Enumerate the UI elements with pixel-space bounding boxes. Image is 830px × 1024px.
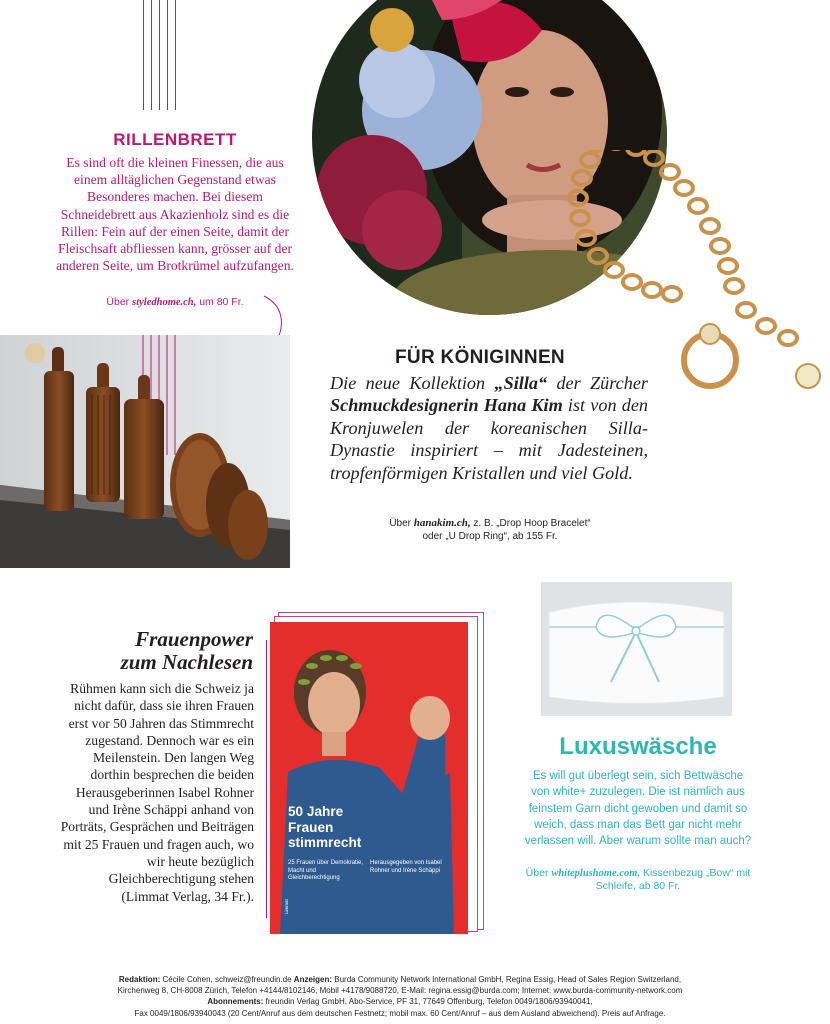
frauenpower-title: Frauenpower zum Nachlesen — [120, 627, 253, 674]
luxuswaesche-body: Es will gut überlegt sein, sich Bettwäsche von white+ zuzulegen. Die ist nämlich aus feinstem Garn dicht gewoben und damit so weich, dass man das Bett gar nicht mehr verlassen will. Aber warum sollte man auch? — [524, 770, 752, 848]
imprint-footer: Redaktion: Cécile Cohen, schweiz@freundin.de Anzeigen: Burda Community Network International GmbH, Regina Essig, Head of Sales Region Switzerland, Kirchenweg 8, CH-8008 Zürich, Telefon +4144/8102146, Mobil +4178/9088720, E-Mail: regina.essig@burda.com; Internet: www.burda-community-network.com Abonnements: freundin Verlag GmbH, Abo-Service, PF 31, 77649 Offenburg, Telefon 0049/1806/93940041, Fax 0049/1806/93940043 (20 Cent/Anruf aus dem deutschen Festnetz; mobil max. 60 Cent/Anruf – aus dem Ausland abweichend). Preis auf Anfrage. — [117, 975, 683, 1018]
luxuswaesche-shop-link[interactable]: whiteplushome.com, — [551, 868, 641, 879]
book-title: 50 Jahre Frauen stimmrecht — [288, 804, 362, 850]
luxuswaesche-source: Über whiteplushome.com, Kissenbezug „Bow“ mit Schleife, ab 80 Fr. — [525, 867, 751, 892]
book-editors: Herausgegeben von Isabel Rohner und Irène Schäppi — [370, 860, 442, 874]
book-subtitle: 25 Frauen über Demokratie, Macht und Gleichberechtigung — [288, 860, 364, 881]
rillenbrett-source: Über styledhome.ch, um 80 Fr. — [106, 296, 244, 308]
koeniginnen-body: Die neue Kollektion „Silla“ der Zürcher Schmuckdesignerin Hana Kim ist von den Kronjuwelen der koreanischen Silla-Dynastie inspiriert – mit Jadesteinen, tropfenförmigen Kristallen und viel Gold. — [330, 373, 648, 483]
divider-line — [266, 640, 267, 918]
koeniginnen-source: Über hanakim.ch, z. B. „Drop Hoop Bracelet“ oder „U Drop Ring“, ab 155 Fr. — [389, 517, 591, 542]
rillenbrett-body: Es sind oft die kleinen Finessen, die aus einem alltäglichen Gegenstand etwas Besonderes machen. Bei diesem Schneidebrett aus Akazienholz sind es die Rillen: Fein auf der einen Seite, damit der Fleischsaft abfliessen kann, grösser auf der anderen Seite, um Brotkrümel aufzufangen. — [56, 155, 294, 274]
book-publisher: Limmat — [284, 899, 289, 914]
luxuswaesche-title: Luxuswäsche — [559, 733, 717, 760]
koeniginnen-shop-link[interactable]: hanakim.ch, — [413, 517, 471, 529]
rillenbrett-shop-link[interactable]: styledhome.ch, — [132, 297, 197, 308]
cutting-boards-photo — [0, 335, 290, 568]
frauenpower-body: Rühmen kann sich die Schweiz ja nicht dafür, dass sie ihren Frauen erst vor 50 Jahren das Stimmrecht zugestand. Dennoch war es ein Meilenstein. Den langen Weg dorthin besprechen die beiden Herausgeberinnen Isabel Rohner und Irène Schäppi anhand von Porträts, Gesprächen und Beiträgen mit 25 Frauen und fragen auch, wo wir heute bezüglich Gleichberechtigung stehen (Limmat Verlag, 34 Fr.). — [60, 681, 254, 904]
book-cover — [270, 622, 468, 934]
pillow-with-bow-photo — [541, 582, 732, 716]
rillenbrett-title: RILLENBRETT — [113, 130, 237, 149]
koeniginnen-title: FÜR KÖNIGINNEN — [395, 347, 565, 368]
decorative-lines-top — [143, 0, 183, 110]
